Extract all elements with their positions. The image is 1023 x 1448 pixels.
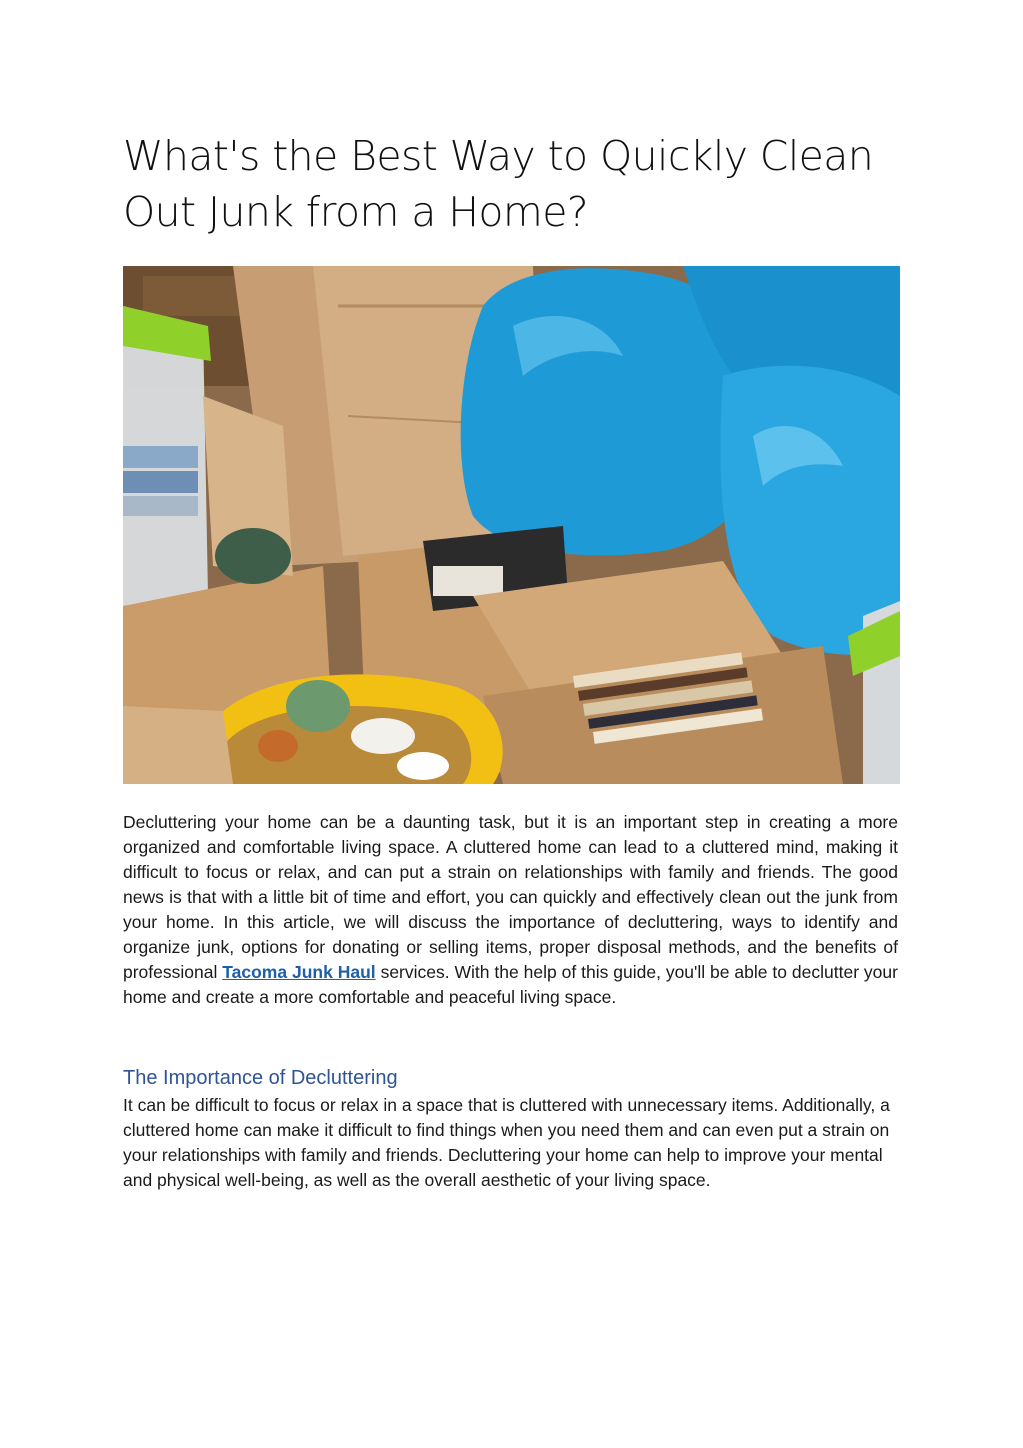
section-paragraph-importance: It can be difficult to focus or relax in a space that is cluttered with unnecessary items. Additionally, a cluttered home can make it difficult to find things when you need them and can even put a strain on your relationships with family and friends. Decluttering your home can help to improve your mental and physical well-being, as well as the overall aesthetic of your living space. [123, 1095, 890, 1190]
green-vase [286, 680, 350, 732]
section-heading-importance: The Importance of Decluttering [123, 1067, 398, 1089]
tacoma-junk-haul-link[interactable]: Tacoma Junk Haul [222, 962, 376, 982]
intro-paragraph [123, 810, 898, 1010]
hero-image-junk-boxes-and-bags [123, 266, 900, 784]
page-title: What's the Best Way to Quickly Clean Out Junk from a Home? [123, 132, 874, 236]
white-bowl [351, 718, 415, 754]
green-kettle [215, 528, 291, 584]
intro-text-after-link: services. With the help of this guide, you'll be able to declutter your home and create a more comfortable and peaceful living space. [123, 962, 898, 1007]
intro-text-before-link: Decluttering your home can be a daunting task, but it is an important step in creating a more organized and comfortable living space. A cluttered home can lead to a cluttered mind, making it difficult to focus or relax, and can put a strain on relationships with family and friends. The good news is that with a little bit of time and effort, you can quickly and effectively clean out the junk from your home. In this article, we will discuss the importance of decluttering, ways to identify and organize junk, options for donating or selling items, proper disposal methods, and the benefits of professional [123, 812, 898, 982]
